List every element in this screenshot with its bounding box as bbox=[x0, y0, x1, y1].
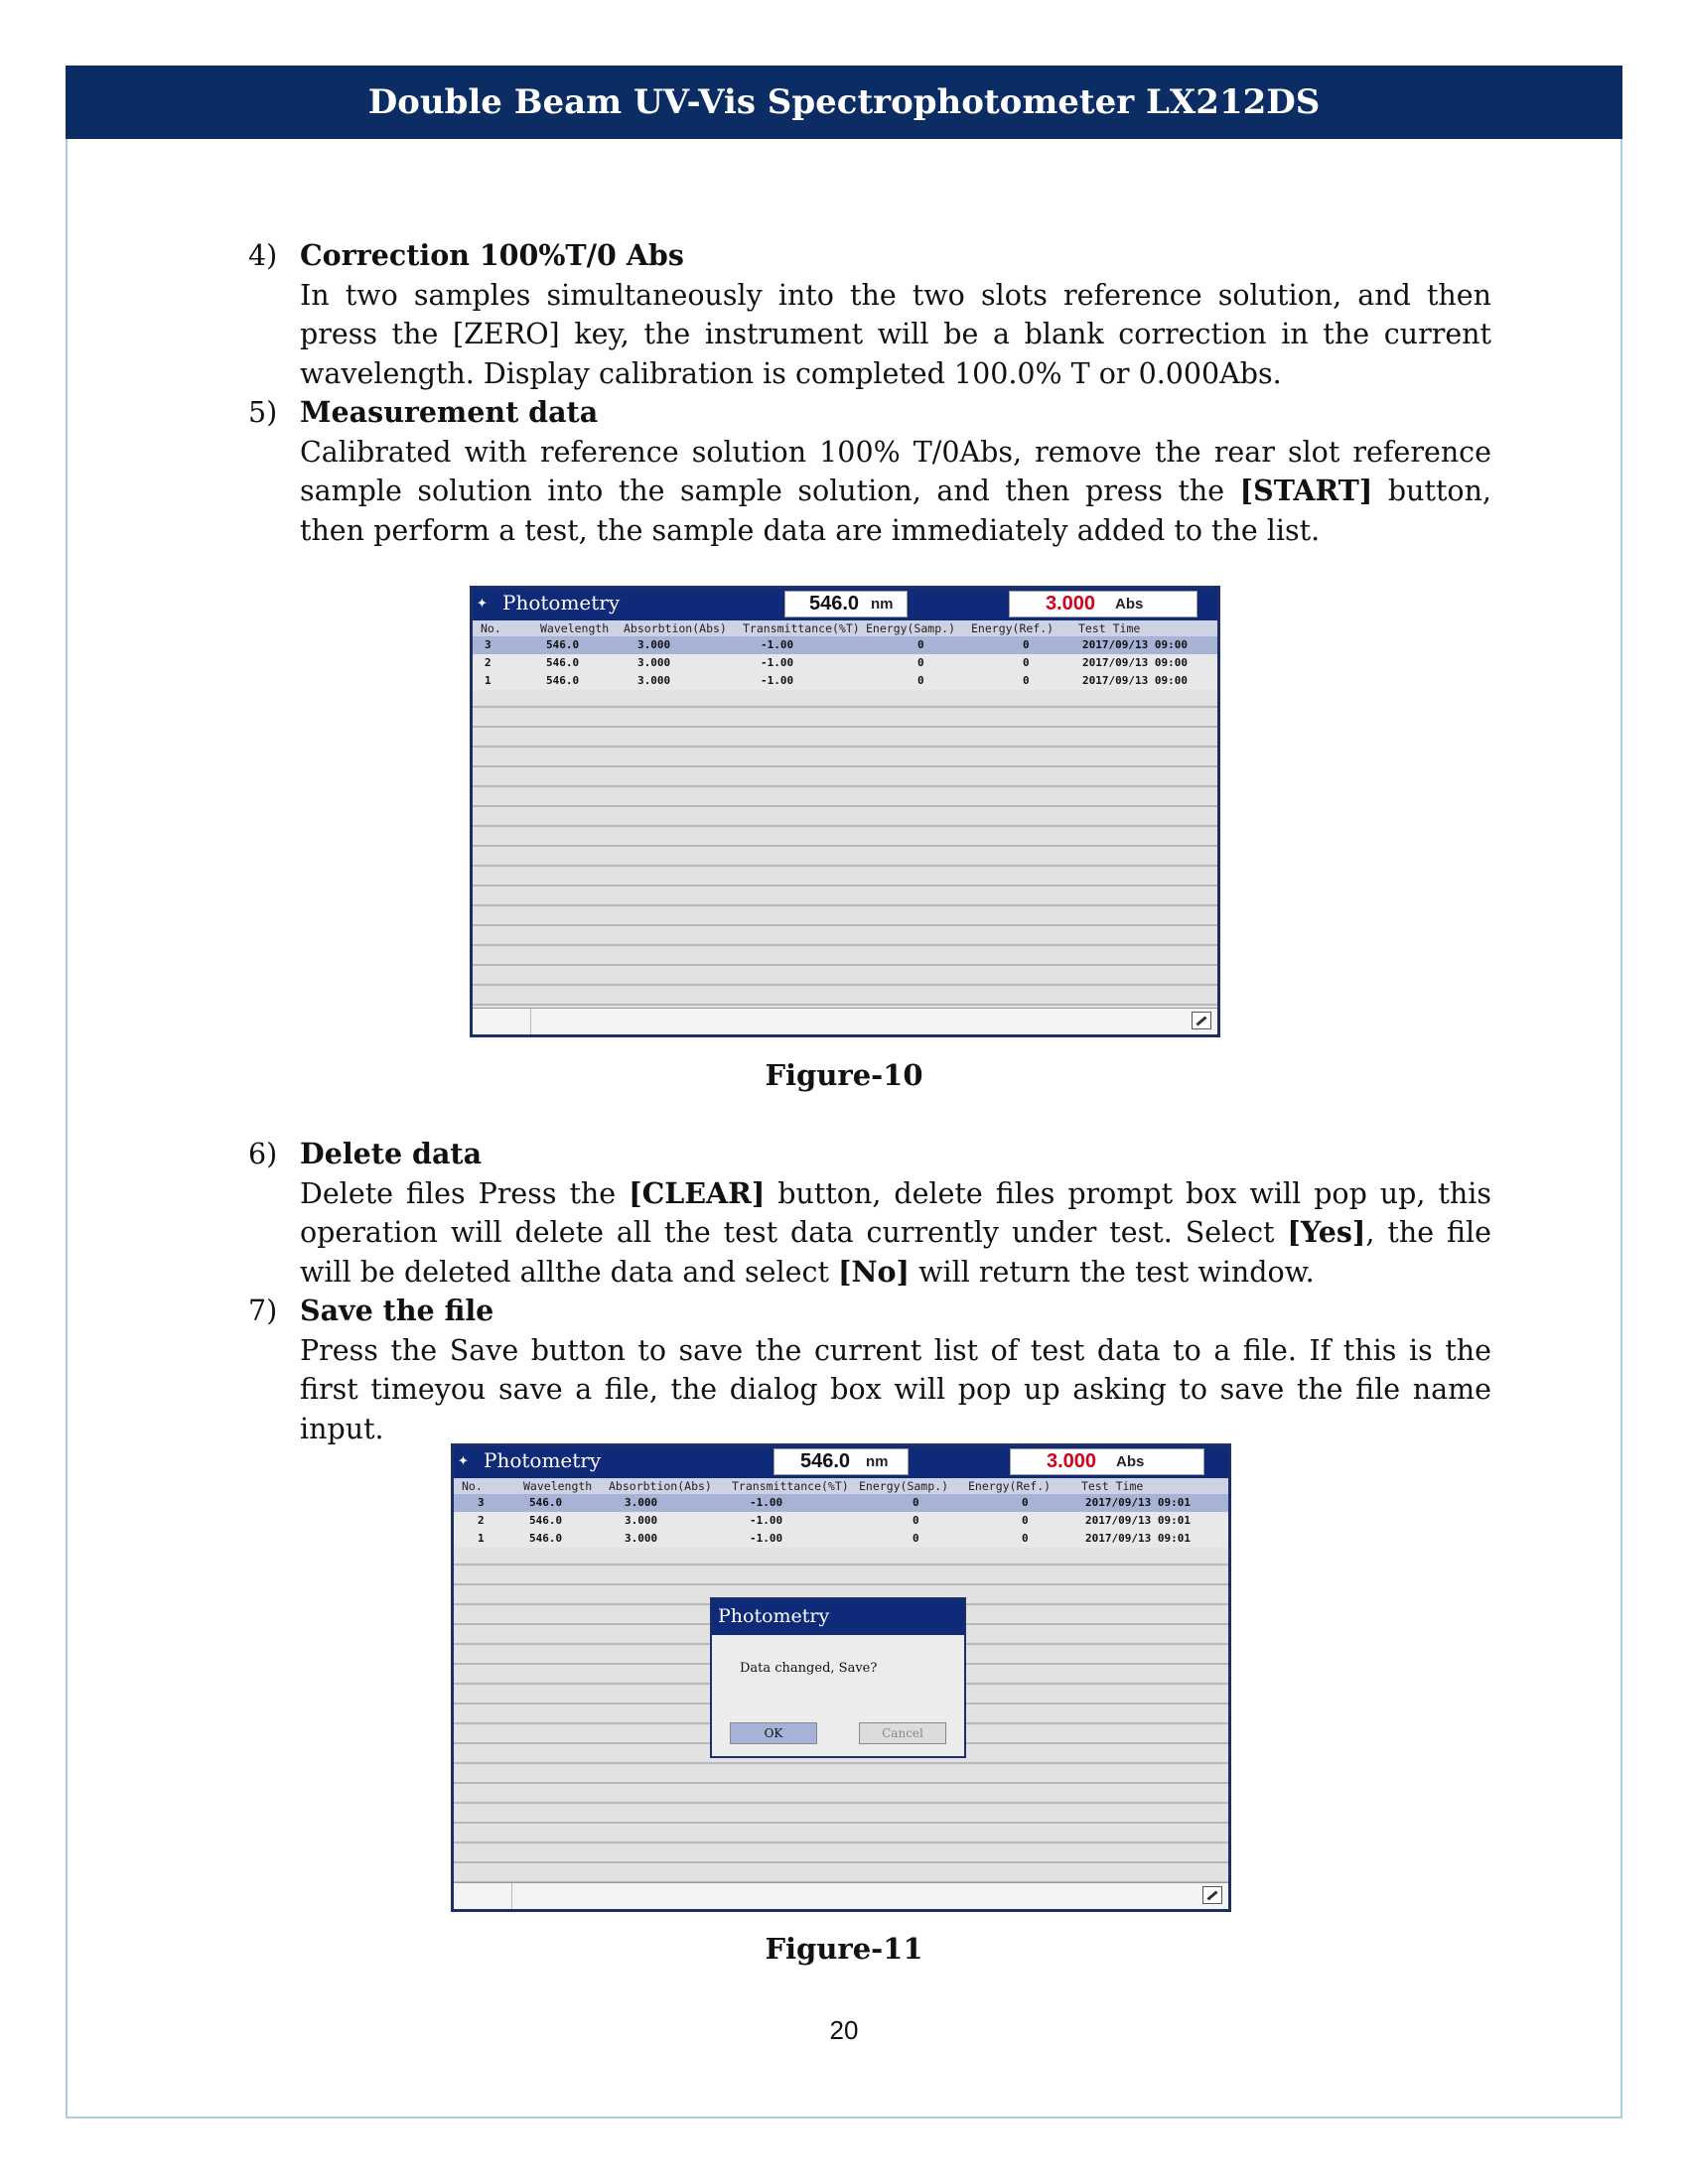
item-number: 5) bbox=[248, 396, 278, 429]
window-title: Photometry bbox=[484, 1448, 602, 1472]
item-number: 6) bbox=[248, 1138, 278, 1170]
section-measurement bbox=[248, 393, 1491, 550]
yes-key-label: [Yes] bbox=[1287, 1215, 1366, 1249]
document-header bbox=[66, 66, 1622, 139]
column-header: Absorbtion(Abs) bbox=[624, 621, 727, 635]
section-correction bbox=[248, 236, 1491, 393]
item-heading: Measurement data bbox=[300, 395, 599, 429]
item-body: Calibrated with reference solution 100% T/0Abs, remove the rear slot reference sample solution into the sample solution, and then press the [START] button, then perform a test, the sample data are immediately added to the list. bbox=[300, 435, 1491, 547]
edit-icon[interactable] bbox=[1202, 1886, 1222, 1904]
table-row[interactable]: 2 546.0 3.000 -1.00 0 0 2017/09/13 09:01 bbox=[454, 1512, 1228, 1530]
table-row[interactable]: 3 546.0 3.000 -1.00 0 0 2017/09/13 09:01 bbox=[454, 1494, 1228, 1512]
start-key-label: [START] bbox=[1239, 474, 1373, 507]
dialog-title-bar bbox=[712, 1599, 964, 1635]
column-header: Energy(Samp.) bbox=[859, 1479, 949, 1493]
item-heading: Delete data bbox=[300, 1137, 483, 1170]
sparkle-icon: ✦ bbox=[458, 1449, 469, 1470]
column-header: No. bbox=[481, 621, 501, 635]
edit-icon[interactable] bbox=[1192, 1012, 1211, 1029]
figure-11-screenshot bbox=[451, 1443, 1231, 1912]
item-body: Press the Save button to save the current list of test data to a file. If this is the first timeyou save a file, the dialog box will pop up asking to save the file name input. bbox=[300, 1333, 1491, 1445]
item-number: 4) bbox=[248, 239, 278, 272]
wavelength-readout: 546.0 nm bbox=[774, 1448, 909, 1475]
table-row[interactable]: 1 546.0 3.000 -1.00 0 0 2017/09/13 09:01 bbox=[454, 1530, 1228, 1548]
window-title-bar bbox=[454, 1446, 1228, 1478]
window-title: Photometry bbox=[502, 591, 621, 614]
item-body: Delete files Press the [CLEAR] button, delete files prompt box will pop up, this operation will delete all the test data currently under test. Select [Yes], the file will be deleted allthe data and select [No] will return the test window. bbox=[300, 1175, 1491, 1289]
ok-button[interactable]: OK bbox=[730, 1722, 817, 1744]
status-bar bbox=[454, 1882, 1228, 1909]
document-title: Double Beam UV-Vis Spectrophotometer LX212DS bbox=[367, 82, 1321, 122]
column-header: Wavelength bbox=[523, 1479, 593, 1493]
cancel-button[interactable]: Cancel bbox=[859, 1722, 946, 1744]
column-header: No. bbox=[462, 1479, 483, 1493]
section-delete-data bbox=[248, 1135, 1491, 1292]
column-header: Energy(Samp.) bbox=[866, 621, 956, 635]
column-header: Wavelength bbox=[540, 621, 610, 635]
status-bar bbox=[473, 1008, 1217, 1034]
item-number: 7) bbox=[248, 1295, 278, 1327]
column-header: Absorbtion(Abs) bbox=[609, 1479, 712, 1493]
wavelength-readout: 546.0 nm bbox=[784, 591, 908, 617]
figure-10-screenshot bbox=[470, 586, 1220, 1037]
section-save-file bbox=[248, 1292, 1491, 1448]
table-header bbox=[454, 1478, 1228, 1494]
table-row[interactable]: 1 546.0 3.000 -1.00 0 0 2017/09/13 09:00 bbox=[473, 672, 1217, 690]
sparkle-icon: ✦ bbox=[477, 592, 488, 613]
table-header bbox=[473, 620, 1217, 636]
column-header: Energy(Ref.) bbox=[971, 621, 1055, 635]
absorbance-readout: 3.000 Abs bbox=[1009, 591, 1197, 617]
column-header: Test Time bbox=[1081, 1479, 1144, 1493]
page-number: 20 bbox=[829, 2015, 859, 2045]
absorbance-readout: 3.000 Abs bbox=[1010, 1448, 1204, 1475]
window-title-bar bbox=[473, 589, 1217, 620]
column-header: Transmittance(%T) bbox=[743, 621, 860, 635]
figure-caption: Figure-10 bbox=[765, 1058, 923, 1092]
table-row[interactable]: 3 546.0 3.000 -1.00 0 0 2017/09/13 09:00 bbox=[473, 636, 1217, 654]
item-body: In two samples simultaneously into the two slots reference solution, and then press the [ZERO] key, the instrument will be a blank correction in the current wavelength. Display calibration is completed 100.0% T or 0.000Abs. bbox=[300, 278, 1491, 390]
item-heading: Save the file bbox=[300, 1294, 494, 1327]
dialog-title: Photometry bbox=[718, 1605, 830, 1627]
table-row[interactable]: 2 546.0 3.000 -1.00 0 0 2017/09/13 09:00 bbox=[473, 654, 1217, 672]
dialog-message: Data changed, Save? bbox=[740, 1661, 878, 1676]
figure-caption: Figure-11 bbox=[765, 1932, 923, 1966]
item-heading: Correction 100%T/0 Abs bbox=[300, 238, 684, 272]
save-confirm-dialog bbox=[710, 1597, 966, 1758]
column-header: Energy(Ref.) bbox=[968, 1479, 1052, 1493]
no-key-label: [No] bbox=[837, 1254, 911, 1289]
clear-key-label: [CLEAR] bbox=[629, 1175, 766, 1210]
column-header: Transmittance(%T) bbox=[732, 1479, 849, 1493]
column-header: Test Time bbox=[1078, 621, 1141, 635]
